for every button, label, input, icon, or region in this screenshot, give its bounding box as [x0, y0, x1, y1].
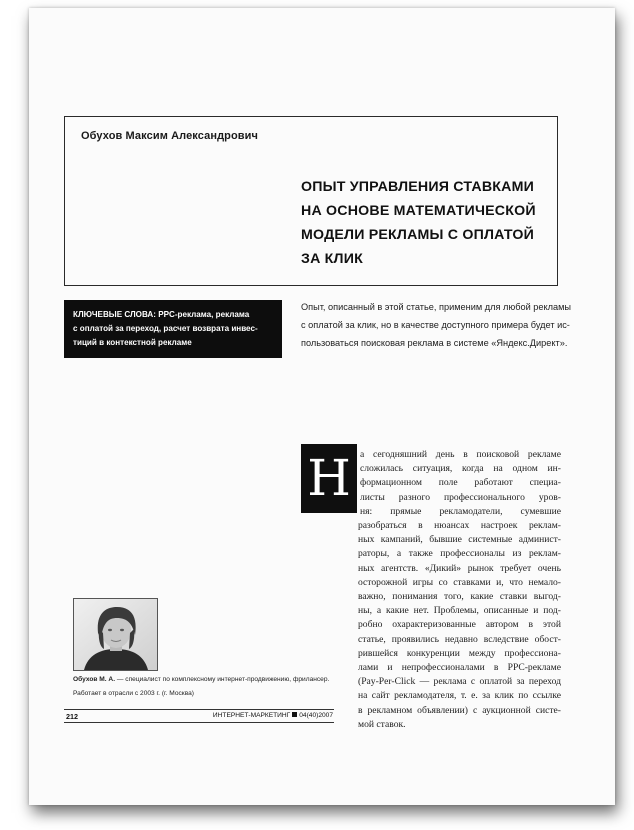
title-line: ОПЫТ УПРАВЛЕНИЯ СТАВКАМИ — [301, 179, 534, 195]
caption-line — [73, 673, 353, 687]
body-line: статье, проявились недавно вследствие обост- — [358, 633, 561, 645]
article-title — [301, 175, 541, 271]
body-line: ня: прямые рекламодатели, сумевшие — [360, 505, 561, 517]
body-line: раторы, а также профессионалы из реклам- — [358, 548, 561, 560]
body-line: робно охарактеризованные автором в этой — [358, 619, 561, 631]
body-line: а сегодняшний день в поисковой рекламе — [360, 449, 561, 460]
journal-name: ИНТЕРНЕТ-МАРКЕТИНГ — [212, 712, 291, 719]
body-line: на сайт рекламодателя, т. е. за клик по ссылке — [358, 690, 561, 702]
author-name: Обухов Максим Александрович — [81, 130, 258, 142]
body-line: лами и непрофессионалами в PPC-рекламе — [358, 662, 561, 674]
body-line: ны, а какие нет. Проблемы, описанные и под- — [358, 605, 561, 617]
caption-author-name: Обухов М. А. — [73, 676, 116, 683]
body-line: осторожной игры со ставками и, что немало- — [358, 576, 561, 588]
author-portrait-icon — [74, 599, 157, 670]
author-photo — [73, 598, 158, 671]
lead-line: Опыт, описанный в этой статье, применим для любой рекламы — [301, 302, 572, 312]
body-line: ных кампаний, бывшие системные админист- — [358, 534, 561, 546]
keywords-line: тиций в контекстной рекламе — [73, 338, 192, 347]
caption-line: Работает в отрасли с 2003 г. (г. Москва) — [73, 690, 194, 697]
lead-paragraph — [301, 298, 572, 352]
body-line: сложилась ситуация, когда на одном ин- — [360, 463, 561, 475]
journal-info — [209, 712, 333, 719]
body-line: разобраться в нюансах настроек реклам- — [358, 520, 561, 532]
body-line: листы разного профессионального уров- — [360, 491, 561, 503]
body-line: формационном поле работают специа- — [360, 477, 561, 489]
body-line: мой ставок. — [358, 718, 406, 730]
lead-line: с оплатой за клик, но в качестве доступного примера будет ис- — [301, 320, 570, 330]
keywords-box — [64, 300, 282, 358]
page-number: 212 — [66, 712, 78, 721]
body-line: рившейся конкуренции между профессиона- — [358, 647, 561, 659]
title-line: МОДЕЛИ РЕКЛАМЫ С ОПЛАТОЙ — [301, 227, 535, 243]
title-line: НА ОСНОВЕ МАТЕМАТИЧЕСКОЙ — [301, 203, 536, 219]
dropcap-letter: Н — [301, 444, 357, 513]
magazine-page — [29, 8, 615, 805]
body-line: (Pay-Per-Click — реклама с оплатой за переход — [358, 676, 561, 688]
keywords-line: с оплатой за переход, расчет возврата инвес- — [73, 324, 258, 333]
footer-rule-bottom — [64, 722, 334, 723]
lead-line: пользоваться поисковая реклама в системе «Яндекс.Директ». — [301, 338, 568, 348]
journal-issue: 04(40)2007 — [299, 712, 333, 719]
footer-rule-top — [64, 709, 334, 710]
title-line: ЗА КЛИК — [301, 251, 363, 267]
caption-description: — специалист по комплексному интернет-продвижению, фрилансер. — [115, 676, 330, 683]
body-line: в рекламном объявлении) с аукционной систе- — [358, 704, 561, 716]
author-caption — [73, 673, 353, 701]
body-line: ных агентств. «Дикий» рынок требует очень — [358, 562, 561, 574]
keywords-line: КЛЮЧЕВЫЕ СЛОВА: PPC-реклама, реклама — [73, 310, 250, 319]
body-line: важно, понимания того, какие ставки выгод- — [358, 591, 561, 603]
square-bullet-icon — [292, 712, 297, 717]
